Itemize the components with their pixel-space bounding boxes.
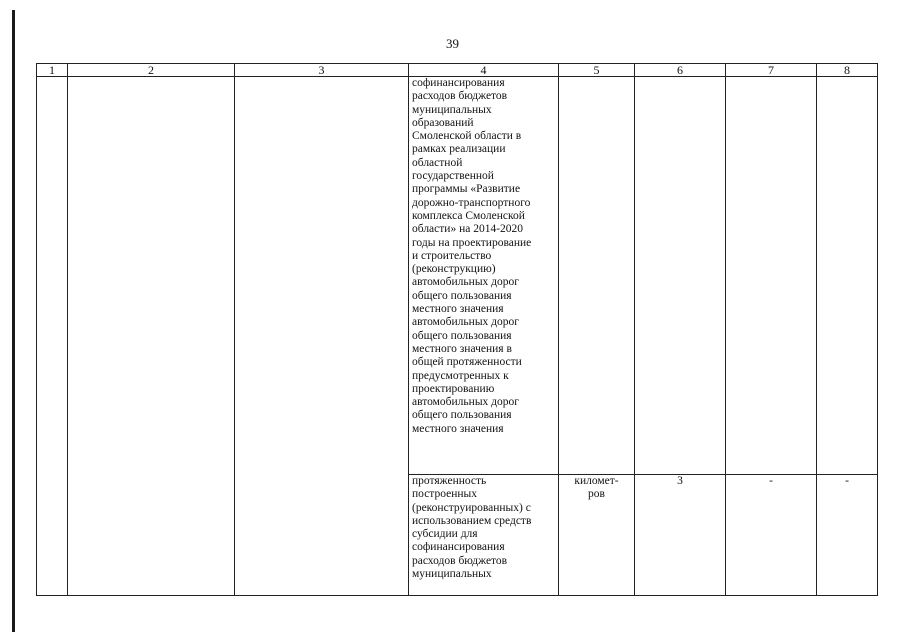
header-col-6: 6 [635,64,726,77]
unit-cell: километ- ров [559,475,635,596]
value-col-8: - [817,475,878,596]
cell-col-5 [559,77,635,475]
table-row [37,77,878,475]
cell-col-8 [817,77,878,475]
value-col-7: - [726,475,817,596]
header-col-2: 2 [68,64,235,77]
indicator-description: протяженность построенных (реконструированных) с использованием средств субсидии для софинансирования расходов бюджетов муниципальных [409,475,559,596]
header-col-3: 3 [235,64,409,77]
indicators-table [36,63,878,596]
header-col-4: 4 [409,64,559,77]
cell-col-7 [726,77,817,475]
header-col-8: 8 [817,64,878,77]
cell-col-6 [635,77,726,475]
cell-col-2 [68,77,235,596]
header-col-7: 7 [726,64,817,77]
left-margin-bar [12,10,15,632]
indicator-description: софинансирования расходов бюджетов муниципальных образований Смоленской области в рамках реализации областной государственной программы «Развитие дорожно-транспортного комплекса Смоленской области» на 2014-2020 годы на проектирование и строительство (реконструкцию) автомобильных дорог общего пользования местного значения автомобильных дорог общего пользования местного значения в общей протяженности предусмотренных к проектированию автомобильных дорог общего пользования местного значения [409,77,559,475]
header-row [37,64,878,77]
header-col-5: 5 [559,64,635,77]
header-col-1: 1 [37,64,68,77]
cell-col-1 [37,77,68,596]
cell-col-3 [235,77,409,596]
page-number: 39 [446,36,459,51]
value-col-6: 3 [635,475,726,596]
